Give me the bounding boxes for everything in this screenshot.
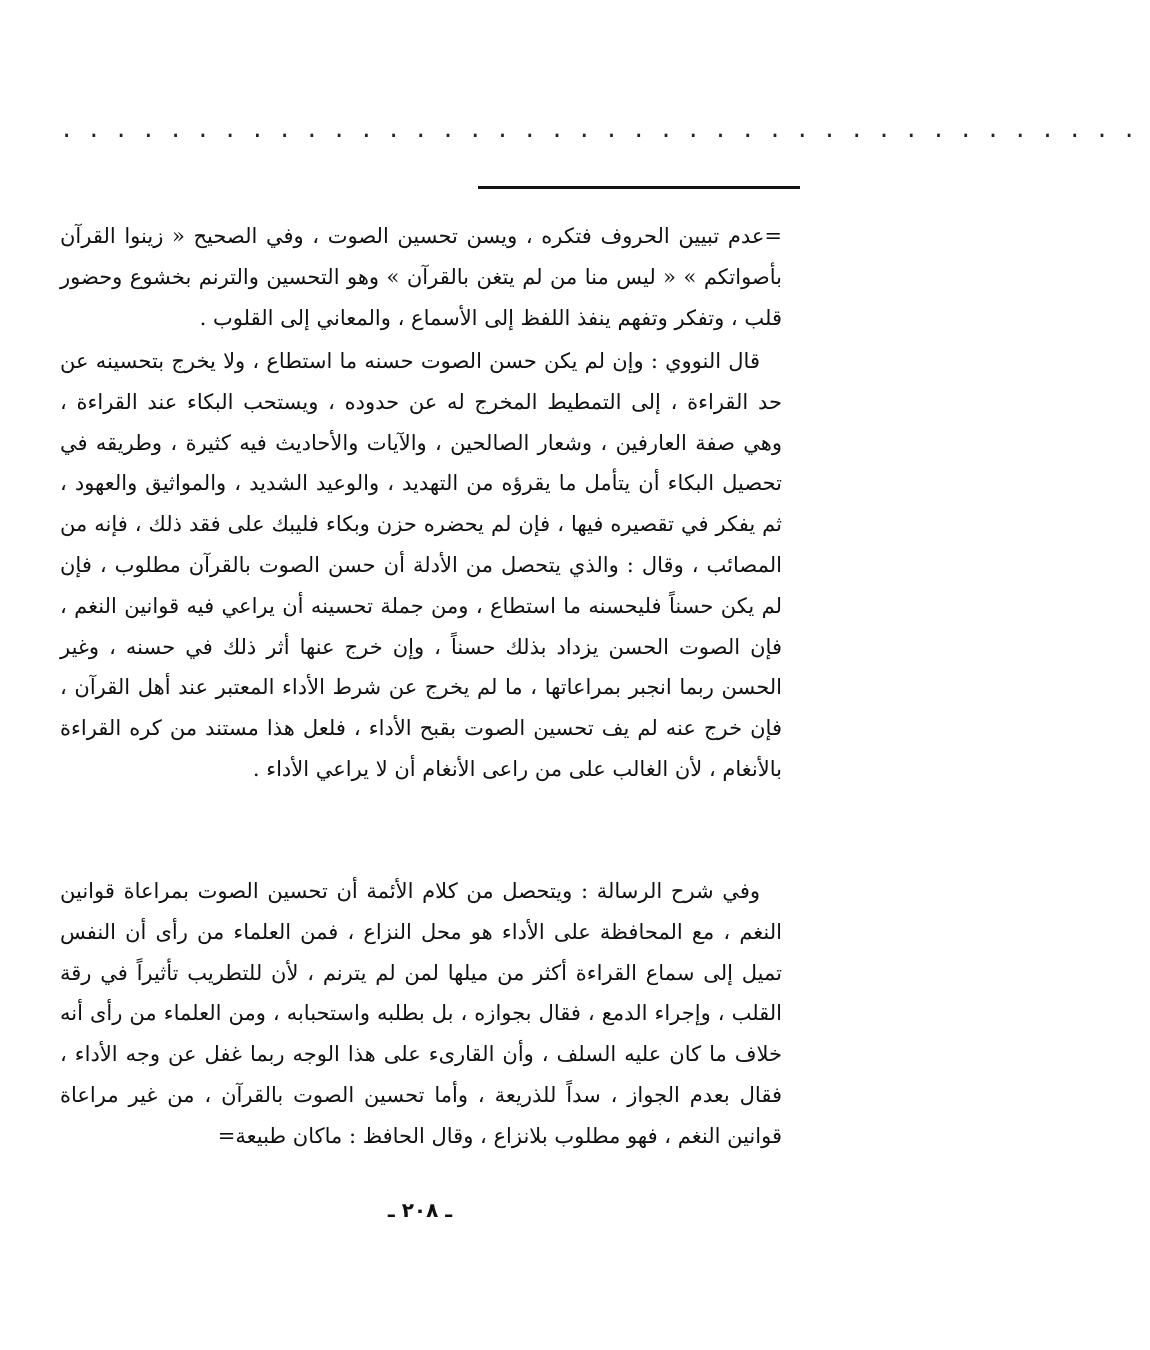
- footnote-rule: [478, 186, 800, 189]
- paragraph-continuation: =عدم تبيين الحروف فتكره ، ويسن تحسين الصوت ، وفي الصحيح « زينوا القرآن بأصواتكم » « ليس منا من لم يتغن بالقرآن » وهو التحسين والترنم بخشوع وحضور قلب ، وتفكر وتفهم ينفذ اللفظ إلى الأسماع ، والمعاني إلى القلوب .: [60, 224, 782, 330]
- paragraph-sharh-risala: وفي شرح الرسالة : ويتحصل من كلام الأئمة أن تحسين الصوت بمراعاة قوانين النغم ، مع المحافظة على الأداء هو محل النزاع ، فمن العلماء من رأى أن النفس تميل إلى سماع القراءة أكثر من ميلها لمن لم يترنم ، لأن للتطريب تأثيراً في رقة القلب ، وإجراء الدمع ، فقال بجوازه ، بل بطلبه واستحبابه ، ومن العلماء من رأى أنه خلاف ما كان عليه السلف ، وأن القارىء على هذا الوجه ربما غفل عن وجه الأداء ، فقال بعدم الجواز ، سداً للذريعة ، وأما تحسين الصوت بالقرآن ، من غير مراعاة قوانين النغم ، فهو مطلوب بلانزاع ، وقال الحافظ : ماكان طبيعة=: [60, 879, 782, 1148]
- page-number: ـ ٢٠٨ ـ: [387, 1198, 453, 1222]
- dotted-separator: ........................................: [60, 118, 1150, 143]
- paragraph-nawawi: قال النووي : وإن لم يكن حسن الصوت حسنه ما استطاع ، ولا يخرج بتحسينه عن حد القراءة ، إلى التمطيط المخرج له عن حدوده ، ويستحب البكاء عند القراءة ، وهي صفة العارفين ، وشعار الصالحين ، والآيات والأحاديث فيه كثيرة ، وطريقه في تحصيل البكاء أن يتأمل ما يقرؤه من التهديد ، والوعيد الشديد ، والمواثيق والعهود ، ثم يفكر في تقصيره فيها ، فإن لم يحضره حزن وبكاء فليبك على فقد ذلك ، فإنه من المصائب ، وقال : والذي يتحصل من الأدلة أن حسن الصوت بالقرآن مطلوب ، فإن لم يكن حسناً فليحسنه ما استطاع ، ومن جملة تحسينه أن يراعي فيه قوانين النغم ، فإن الصوت الحسن يزداد بذلك حسناً ، وإن خرج عنها أثر ذلك في حسنه ، وغير الحسن ربما انجبر بمراعاتها ، ما لم يخرج عن شرط الأداء المعتبر عند أهل القرآن ، فإن خرج عنه لم يف تحسين الصوت بقبح الأداء ، فلعل هذا مستند من كره القراءة بالأنغام ، لأن الغالب على من راعى الأنغام أن لا يراعي الأداء .: [60, 349, 782, 781]
